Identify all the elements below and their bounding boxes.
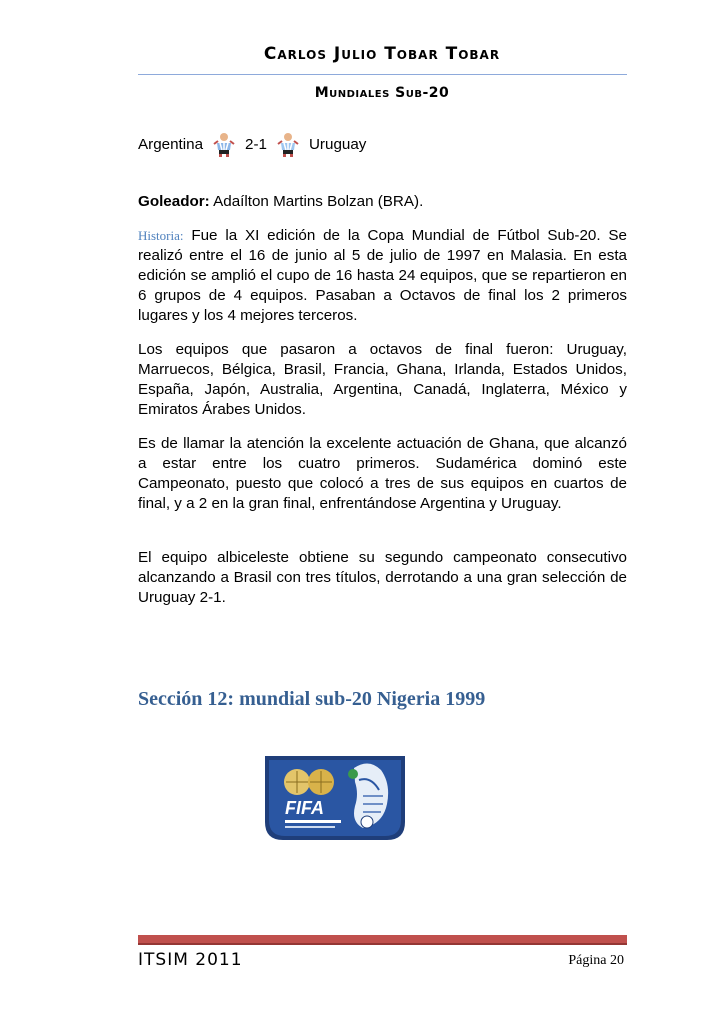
footer-divider-bar	[138, 935, 627, 945]
match-score: 2-1	[245, 136, 267, 153]
historia-paragraph	[138, 226, 627, 326]
goleador-line	[138, 192, 627, 212]
team-away: Uruguay	[308, 136, 367, 153]
match-result	[138, 130, 627, 160]
page-header-subtitle: Mundiales Sub-20	[314, 85, 450, 101]
document-body	[138, 130, 627, 608]
paragraph-champion: El equipo albiceleste obtiene su segundo campeonato consecutivo alcanzando a Brasil con tres títulos, derrotando a una gran selección de Uruguay 2-1.	[138, 549, 627, 606]
footer-institution: ITSIM 2011	[138, 950, 243, 970]
logo-text: FIFA	[285, 798, 324, 818]
page-header-title: Carlos Julio Tobar Tobar	[263, 44, 501, 64]
player-icon	[275, 132, 301, 158]
team-home: Argentina	[138, 136, 204, 153]
page-number: Página 20	[568, 953, 624, 968]
historia-text: Fue la XI edición de la Copa Mundial de Fútbol Sub-20. Se realizó entre el 16 de junio al 5 de julio de 1997 en Malasia. En esta edición se amplió el cupo de 16 hasta 24 equipos, que se repartieron en 6 grupos de 4 equipos. Pasaban a Octavos de final los 2 primeros lugares y los 4 mejores terceros.	[138, 227, 627, 324]
player-icon	[211, 132, 237, 158]
goleador-label: Goleador:	[138, 193, 210, 210]
fifa-world-youth-championship-logo	[259, 750, 411, 846]
goleador-text: Adaílton Martins Bolzan (BRA).	[209, 193, 424, 210]
paragraph-ghana: Es de llamar la atención la excelente actuación de Ghana, que alcanzó a estar entre los cuatro primeros. Sudamérica dominó este Campeonato, puesto que colocó a tres de sus equipos en cuartos de final, y a 2 en la gran final, enfrentándose Argentina y Uruguay.	[138, 435, 627, 512]
paragraph-teams: Los equipos que pasaron a octavos de final fueron: Uruguay, Marruecos, Bélgica, Brasil, Francia, Ghana, Irlanda, Estados Unidos, España, Japón, Australia, Argentina, Canadá, Inglaterra, México y Emiratos Árabes Unidos.	[138, 341, 627, 418]
historia-label: Historia:	[138, 228, 184, 243]
header-divider	[138, 74, 627, 75]
section-heading: Sección 12: mundial sub-20 Nigeria 1999	[138, 688, 486, 710]
